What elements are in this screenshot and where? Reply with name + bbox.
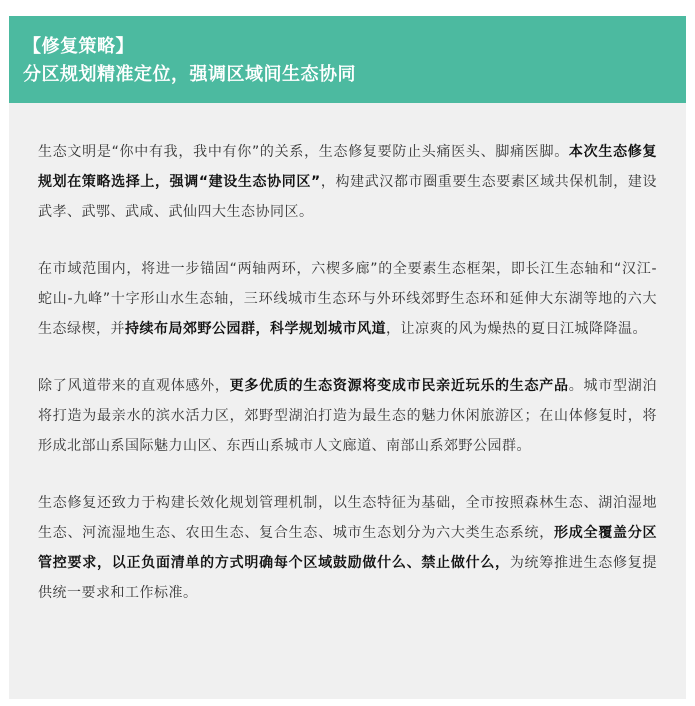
text-run: 在市域范围内，将进一步锚固“两轴两环，六楔多廊”的全要素生态框架，即长江生态轴和“汉江-蛇山-九峰”十字形山水生态轴，三环线城市生态环与外环线郊野生态环和延伸大东湖等地的六大生态绿楔，并 — [38, 261, 657, 337]
bold-run: 持续布局郊野公园群，科学规划城市风道 — [125, 321, 386, 337]
section-header — [9, 16, 686, 103]
article-body — [9, 103, 686, 699]
text-run: ，构建武汉都市圈重要生态要素区域共保机制，建设武孝、武鄂、武咸、武仙四大生态协同区。 — [38, 174, 658, 220]
text-run: 为统筹推进生态修复提供统一要求和工作标准。 — [38, 555, 658, 601]
bold-run: 本次生态修复规划在策略选择上，强调“建设生态协同区” — [38, 144, 657, 190]
text-run: 除了风道带来的直观体感外， — [38, 378, 230, 394]
section-tag: 【修复策略】 — [23, 36, 134, 57]
bold-run: 形成全覆盖分区管控要求，以正负面清单的方式明确每个区域鼓励做什么、禁止做什么， — [38, 525, 658, 571]
text-run: 生态文明是“你中有我，我中有你”的关系，生态修复要防止头痛医头、脚痛医脚。 — [38, 144, 569, 160]
section-subtitle: 分区规划精准定位，强调区域间生态协同 — [23, 64, 356, 85]
paragraph-2 — [38, 254, 657, 344]
paragraph-1 — [38, 137, 657, 227]
paragraph-4 — [38, 488, 657, 608]
paragraph-3 — [38, 371, 657, 461]
bold-run: 更多优质的生态资源将变成市民亲近玩乐的生态产品 — [229, 378, 569, 394]
text-run: ，让凉爽的风为燥热的夏日江城降降温。 — [386, 321, 647, 337]
text-run: 。城市型湖泊将打造为最亲水的滨水活力区，郊野型湖泊打造为最生态的魅力休闲旅游区；在山体修复时，将形成北部山系国际魅力山区、东西山系城市人文廊道、南部山系郊野公园群。 — [38, 378, 658, 454]
text-run: 生态修复还致力于构建长效化规划管理机制，以生态特征为基础，全市按照森林生态、湖泊湿地生态、河流湿地生态、农田生态、复合生态、城市生态划分为六大类生态系统， — [38, 495, 657, 541]
